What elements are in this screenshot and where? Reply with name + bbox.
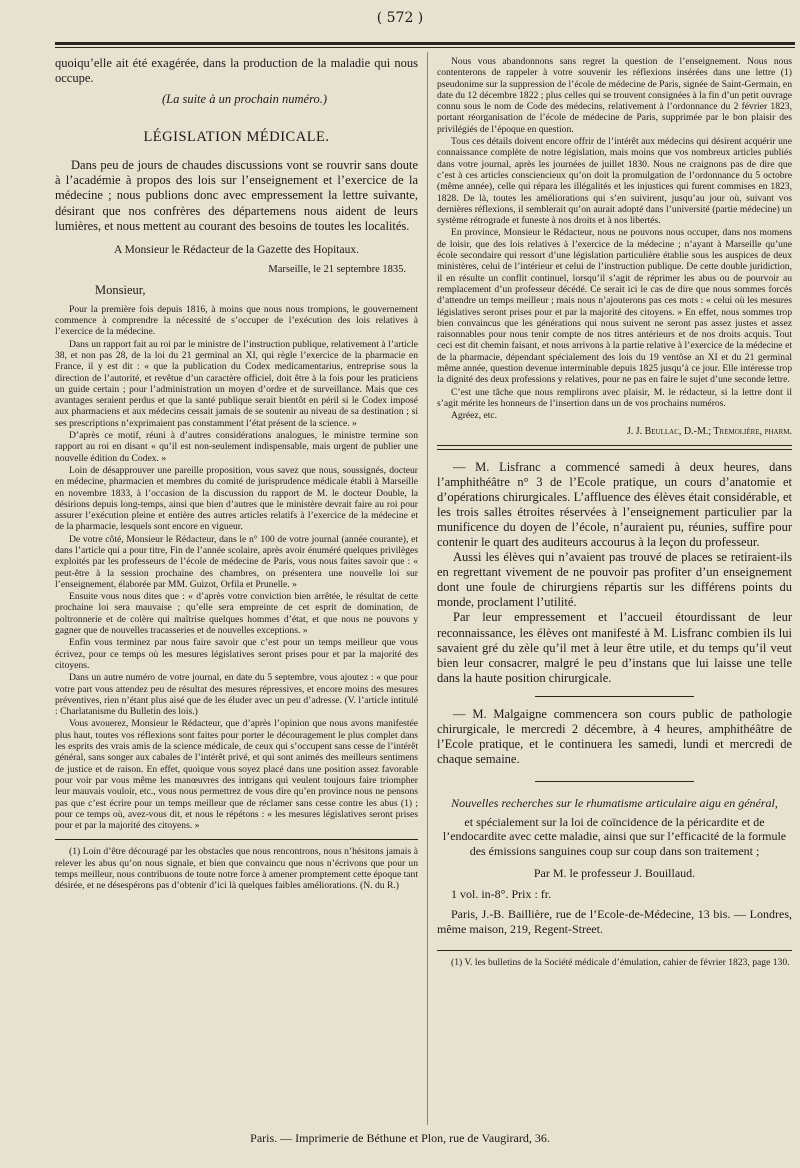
section-title: LÉGISLATION MÉDICALE.	[143, 129, 330, 146]
column-divider	[427, 52, 428, 1125]
closing: Agréez, etc.	[451, 410, 498, 422]
separator-rule	[535, 696, 695, 697]
salutation: Monsieur,	[95, 282, 146, 297]
paragraph: C’est une tâche que nous remplirons avec plaisir, M. le rédacteur, si la lettre dont il s’agit mérite les honneurs de l’insertion dans un de vos prochains numéros.	[437, 386, 792, 409]
page-number: ( 572 )	[376, 10, 424, 26]
separator-rule	[535, 781, 695, 782]
signature: J. J. Beullac, D.-M.; Tremolière, pharm.	[626, 425, 792, 437]
paragraph: Ensuite vous nous dites que : « d’après votre conviction bien arrêtée, le résultat de cette prochaine loi sera mauvaise ; qu’elle sera empreinte de cet esprit de domination, de poltronnerie et de colère qui maîtrise quelques hommes d’état, et que nous ne pouvons y gagner que de nouvelles tracasseries et de nouvelles exceptions. »	[55, 591, 418, 637]
paragraph: Enfin vous terminez par nous faire savoir que c’est pour un temps meilleur que vous écrivez, pour ce temps où les mesures législatives seront prises pour et par la majorité des citoyens.	[55, 637, 418, 671]
paragraph: Tous ces détails doivent encore offrir de l’intérêt aux médecins qui désirent acquérir une connaissance complète de notre législation, mais moins que vos nombreux articles publiés dans votre journal, après les journées de juillet 1830. Nous ne craignons pas de dire que c’est à ces articles consciencieux qu’on doit la promulgation de l’ordonnance du 5 octobre (même année), celle qui répara les illégalités et les injustices qui furent commises en 1823, 1828. De là, toutes les améliorations qui s’en suivirent, jusqu’au jour où, suivant vos dernières réflexions, il semblerait qu’on aurait adopté dans l’université (partie médecine) un système rétrograde et funeste à nos droits et à nos libertés.	[437, 136, 792, 227]
paragraph: Dans un autre numéro de votre journal, en date du 5 septembre, vous ajoutez : « que pour votre part vous attendez peu de résultat des mesures répressives, et encore moins des mesures préventives, rien n’étant plus aisé que de les éluder avec un peu d’adresse. (V. l’article intitulé : Charlatanisme du Bulletin des lois.)	[55, 672, 418, 718]
letter-date: Marseille, le 21 septembre 1835.	[268, 263, 406, 275]
footnote: (1) V. les bulletins de la Société médicale d’émulation, cahier de février 1823, page 130.	[451, 957, 790, 969]
paragraph: En province, Monsieur le Rédacteur, nous ne pouvons nous occuper, dans nos momens de loisir, que des lois relatives à l’exercice de la médecine ; n’ayant à Marseille qu’une école secondaire qui ressort d’une législation particulière établie sous les auspices de deux ministères, celui de l’intérieur et celui de l’instruction publique. De cette double juridiction, il en résulte un conflit continuel, lorsqu’il s’agit de réprimer les abus ou de pourvoir au remplacement d’un professeur décédé. Ce serait ici le cas de dire que nous sommes forcés d’attendre un temps meilleur ; mais nous n’ajouterons pas ces mots : « celui où les mesures législatives seront prises pour et par la majorité des citoyens. » En effet, nous sommes trop bien convaincus que les générations qui nous suivent ne seront pas assez justes et assez raisonnables pour nous tenir compte de nos titres antérieurs et de nos droits acquis. Tout ceci est dit chemin faisant, et nous arrivons à la partie relative à l’exercice de la médecine et de la pharmacie, dépendant spécialement des lois du 19 ventôse an XI et du 21 germinal même année, question devenue interminable depuis 1825 jusqu’à ce jour. Elle intéresse trop la dignité des deux professions y relatives, pour ne pas en faire le sujet d’une seconde lettre.	[437, 227, 792, 386]
paragraph: quoiqu’elle ait été exagérée, dans la production de la maladie qui nous occupe.	[55, 56, 418, 86]
paragraph: Pour la première fois depuis 1816, à moins que nous nous trompions, le gouvernement commence à comprendre la nécessité de s’occuper de l’exécution des lois relatives à l’exercice de la médecine.	[55, 303, 418, 338]
paragraph: Vous avouerez, Monsieur le Rédacteur, que d’après l’opinion que nous avons manifestée plus haut, toutes vos réflexions sont faites pour porter le découragement le plus complet dans les esprits des vrais amis de la science médicale, de ceux qui s’occupent sans cesse de l’intérêt général, sans songer aux cabales de l’intérêt privé, et qui sont animés des meilleurs sentimens de justice et de raison. En effet, quoique vous soyez placé dans une position assez favorable pour voir par vous même les manœuvres des intrigans qui veulent toujours faire triompher leur mauvais vouloir, etc., vous nous permettrez de vous dire qu’en province nous ne pensons pas que c’est écrire pour un temps meilleur que de réclamer sans cesse contre les abus (1) ; pour ce temps où, avez-vous dit, et nous le répétons : « les mesures législatives seront prises pour et par la majorité des citoyens. »	[55, 718, 418, 832]
header-rule-thin	[55, 47, 795, 48]
book-price: 1 vol. in-8°. Prix : fr.	[451, 886, 552, 901]
book-publisher: Paris, J.-B. Baillière, rue de l’Ecole-de-Médecine, 13 bis. — Londres, même maison, 219, Regent-Street.	[437, 907, 792, 936]
letter-heading: A Monsieur le Rédacteur de la Gazette des Hopitaux.	[114, 243, 359, 256]
book-author: Par M. le professeur J. Bouillaud.	[533, 866, 696, 881]
paragraph: De votre côté, Monsieur le Rédacteur, dans le n° 100 de votre journal (année courante), et dans l’article qui a pour titre, Fin de l’année scolaire, après avoir énuméré quelques privilèges exploités par les professeurs de l’école de médecine de Paris, vous nous faites savoir que : « peut-être à la session prochaine des chambres, on présentera une nouvelle loi sur l’enseignement, élaborée par MM. Guizot, Orfila et Prunelle. »	[55, 533, 418, 590]
paragraph: Dans un rapport fait au roi par le ministre de l’instruction publique, relativement à l’article 38, et non pas 28, de la loi du 21 germinal an XI, qui règle l’exercice de la pharmacie en France, il y est dit : « que la publication du Codex medicamentarius, entreprise sous la direction de l’autorité, et revêtue d’un caractère officiel, doit être à la fois pour les praticiens un guide certain ; pour l’administration un moyen d’ordre et de surveillance. Mais que ces avantages seraient perdus et que la santé publique serait bientôt en péril si le Codex imposé aux pharmaciens et aux médecins cessait jamais de se soutenir au niveau de sa destination ; si ses prescriptions n’exprimaient pas constamment l’état présent de la science. »	[55, 338, 418, 429]
left-column	[55, 56, 418, 893]
printer-footer: Paris. — Imprimerie de Béthune et Plon, rue de Vaugirard, 36.	[250, 1131, 550, 1145]
footnote: (1) Loin d’être découragé par les obstacles que nous rencontrons, nous n’hésitons jamais à relever les abus qu’on nous signale, et bien que convaincu que nous n’écrivons que pour un temps meilleur, nous contribuons de toute notre force à amener promptement cette époque tant désirée, et ne désespérons pas d’obtenir d’ici là quelques faibles améliorations. (N. du R.)	[55, 846, 418, 892]
continuation-note: (La suite à un prochain numéro.)	[161, 92, 328, 107]
paragraph: Loin de désapprouver une pareille proposition, vous savez que nous, soussignés, docteur en médecine, pharmacien et membres du comité de jurisprudence médicale établi à Marseille en novembre 1833, à l’occasion de la discussion du rapport de M. le docteur Double, la désirions depuis long-temps, ainsi que bien d’autres que le ministère devrait faire au roi pour assurer l’exécution pleine et entière des autres articles relatifs à l’exercice de la médecine et de la pharmacie, lesquels sont encore en vigueur.	[55, 464, 418, 533]
book-title: Nouvelles recherches sur le rhumatisme articulaire aigu en général,	[451, 796, 778, 811]
news-paragraph: Par leur empressement et l’accueil étourdissant de leur reconnaissance, les élèves ont manifesté à M. Lisfranc combien ils lui savaient gré du zèle qu’il met à leur être utile, et du temps qu’il veut bien leur consacrer, malgré le peu d’instans que lui laisse une telle dans la haute position chirurgicale.	[437, 610, 792, 685]
section-rule	[437, 445, 792, 450]
book-subtitle: et spécialement sur la loi de coïncidence de la péricardite et de l’endocardite avec cette maladie, ainsi que sur l’efficacité de la formule des émissions sanguines coup sur coup dans son traitement ;	[442, 814, 787, 858]
paragraph: D’après ce motif, réuni à d’autres considérations analogues, le ministre termine son rapport au roi en disant « qu’il est non-seulement indispensable, mais urgent de publier une nouvelle édition du Codex. »	[55, 430, 418, 464]
news-paragraph: — M. Malgaigne commencera son cours public de pathologie chirurgicale, le mercredi 2 décembre, à 4 heures, amphithéâtre de l’Ecole pratique, et le continuera les samedi, lundi et mercredi de chaque semaine.	[437, 706, 792, 767]
paragraph: Nous vous abandonnons sans regret la question de l’enseignement. Nous nous contenterons de rappeler à votre souvenir les réflexions insérées dans une lettre (1) pseudonime sur la suppression de l’école de médecine de Paris, signée de Saint-Germain, en date du 12 décembre 1822 ; plus celles qui se trouvent consignées à la fin d’un petit ouvrage connu sous le nom de Code des médecins, relativement à l’ordonnance du 2 février 1823, portant réorganisation de l’école de médecine de Paris, supprimée par le bon plaisir des privilégiés de l’époque en question.	[437, 56, 792, 135]
news-paragraph: Aussi les élèves qui n’avaient pas trouvé de places se retiraient-ils en regrettant vivement de ne pouvoir pas profiter d’un enseignement dont une foule de chirurgiens répartis sur les différens points du monde, proclament l’utilité.	[437, 550, 792, 610]
right-column	[437, 56, 792, 970]
intro-paragraph: Dans peu de jours de chaudes discussions vont se rouvrir sans doute à l’académie à propos des lois sur l’enseignement et l’exercice de la médecine ; nous publions donc avec empressement la lettre suivante, désirant que nos confrères des départemens nous aident de leurs lumières, et nous mettent au courant des besoins de toutes les localités.	[55, 158, 418, 233]
footnote-rule	[55, 839, 418, 840]
news-paragraph: — M. Lisfranc a commencé samedi à deux heures, dans l’amphithéâtre n° 3 de l’Ecole pratique, un cours d’anatomie et d’opérations chirurgicales. L’affluence des élèves était considérable, et les trois salles étroites réservées à l’enseignement particulier par la munificence du doyen de l’école, n’auraient pu, réunies, suffire pour contenir le quart des auditeurs accourus à la leçon du professeur.	[437, 459, 792, 549]
footnote-rule	[437, 950, 792, 951]
header-rule	[55, 42, 795, 45]
